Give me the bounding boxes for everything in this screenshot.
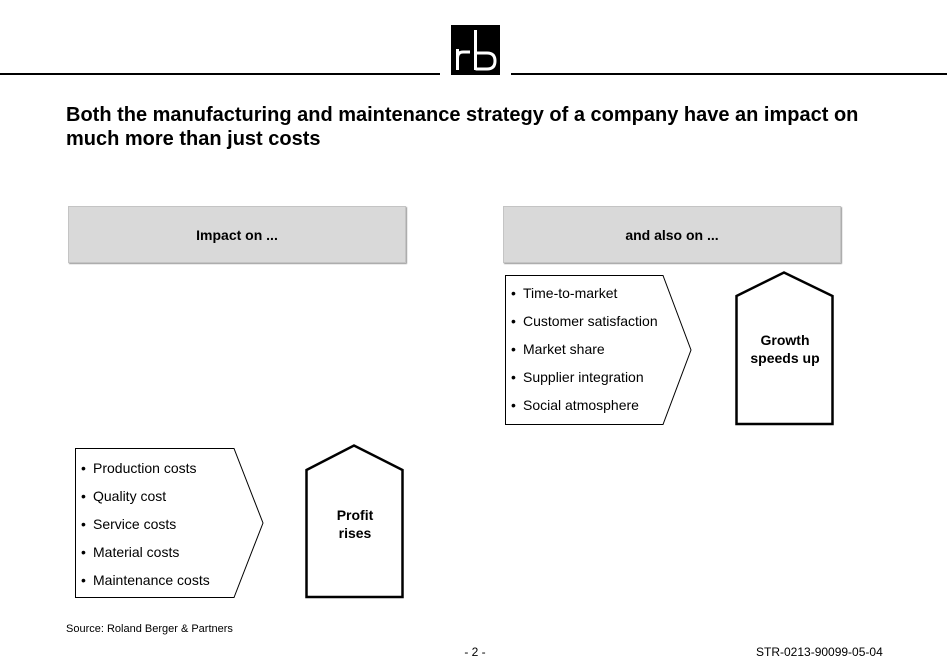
list-item-label: Material costs	[93, 544, 180, 560]
left-result-label: Profit rises	[336, 507, 374, 541]
source-note: Source: Roland Berger & Partners	[66, 623, 233, 635]
rb-logo-icon	[451, 25, 500, 75]
list-item-label: Customer satisfaction	[523, 313, 658, 329]
left-column-header: Impact on ...	[68, 206, 406, 263]
list-item-label: Service costs	[93, 516, 177, 532]
list-item-label: Production costs	[93, 460, 197, 476]
header-rule-left	[0, 73, 440, 75]
list-item-label: Market share	[523, 341, 605, 357]
list-item: • Market share	[511, 341, 605, 357]
list-item: • Service costs	[81, 516, 177, 532]
list-item: • Customer satisfaction	[511, 313, 658, 329]
list-item-label: Social atmosphere	[523, 397, 639, 413]
right-impact-list	[511, 284, 658, 424]
header-rule-right	[511, 73, 947, 75]
list-item: • Time-to-market	[511, 285, 618, 301]
list-item-label: Quality cost	[93, 488, 167, 504]
list-item-label: Supplier integration	[523, 369, 644, 385]
right-result-label: Growth speeds up	[750, 332, 820, 366]
document-id: STR-0213-90099-05-04	[756, 645, 883, 659]
list-item: • Production costs	[81, 460, 197, 476]
right-column-header: and also on ...	[503, 206, 841, 263]
list-item: • Supplier integration	[511, 369, 644, 385]
list-item-label: Maintenance costs	[93, 572, 210, 588]
list-item-label: Time-to-market	[523, 285, 618, 301]
page-title: Both the manufacturing and maintenance strategy of a company have an impact on much more than just costs	[66, 104, 859, 150]
list-item: • Material costs	[81, 544, 180, 560]
list-item: • Maintenance costs	[81, 572, 210, 588]
page-number: - 2 -	[464, 645, 486, 659]
list-item: • Social atmosphere	[511, 397, 639, 413]
left-impact-list	[81, 459, 210, 599]
list-item: • Quality cost	[81, 488, 167, 504]
